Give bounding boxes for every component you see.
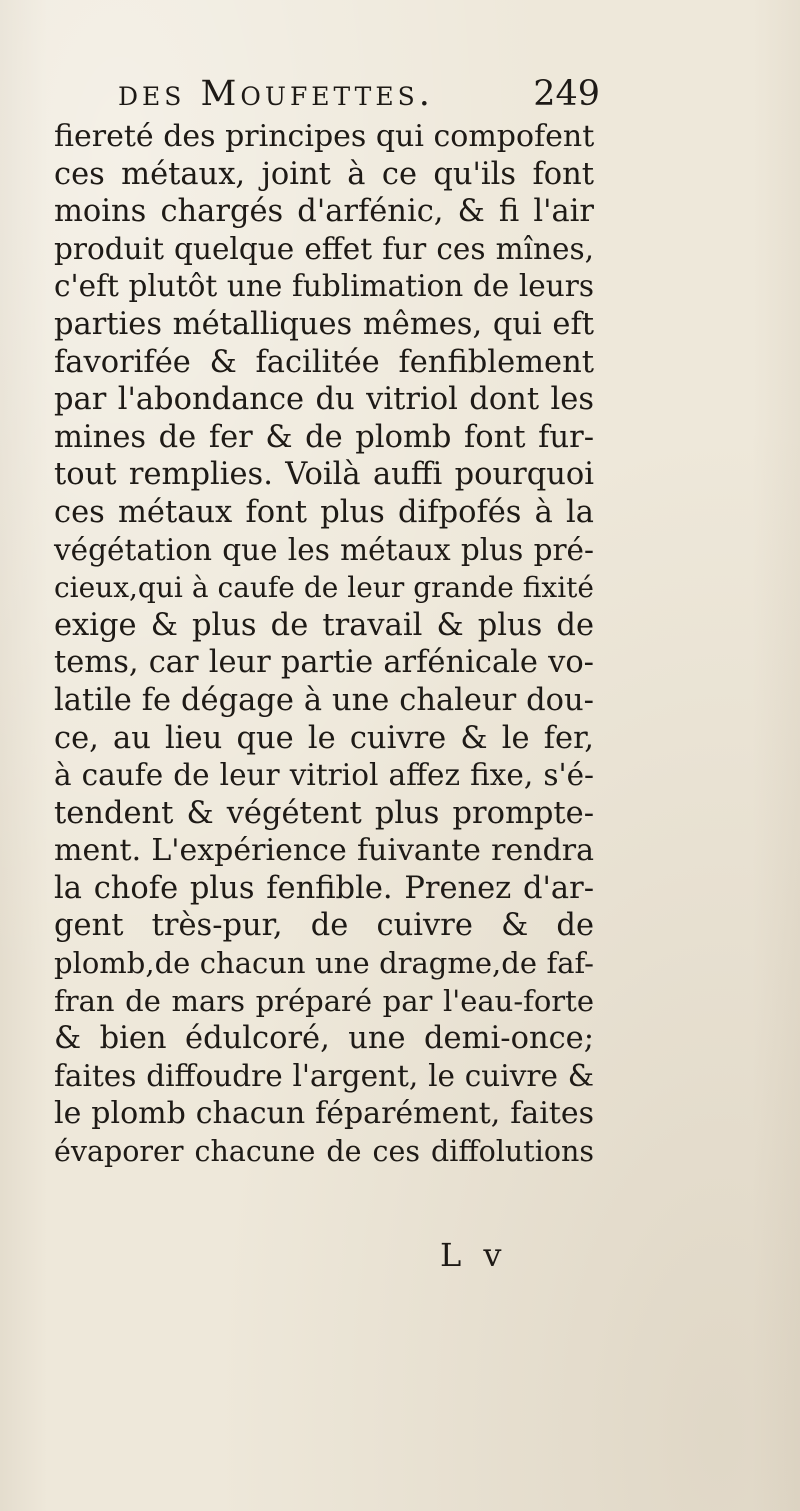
text-line: plomb,de chacun une dragme,de faf- bbox=[54, 946, 594, 981]
text-line: ment. L'expérience fuivante rendra bbox=[54, 833, 594, 869]
text-line: moins chargés d'arfénic, & fi l'air bbox=[54, 194, 594, 230]
text-line: gent très-pur, de cuivre & de bbox=[54, 908, 594, 944]
running-head bbox=[118, 74, 598, 118]
text-line: ces métaux font plus difpofés à la bbox=[54, 494, 594, 530]
text-line: latile fe dégage à une chaleur dou- bbox=[54, 682, 594, 718]
text-line: parties métalliques mêmes, qui eft bbox=[54, 306, 594, 342]
text-line: faites diffoudre l'argent, le cuivre & bbox=[54, 1058, 594, 1093]
text-line: évaporer chacune de ces diffolutions bbox=[54, 1135, 594, 1169]
text-line: favorifée & facilitée fenfiblement bbox=[54, 344, 594, 380]
body-text bbox=[54, 118, 594, 1171]
text-line: ce, au lieu que le cuivre & le fer, bbox=[54, 720, 594, 756]
text-line: ces métaux, joint à ce qu'ils font bbox=[54, 156, 594, 192]
text-line: & bien édulcoré, une demi-once; bbox=[54, 1021, 594, 1057]
text-line: produit quelque effet fur ces mînes, bbox=[54, 231, 594, 266]
text-line: tout remplies. Voilà auffi pourquoi bbox=[54, 457, 594, 493]
text-line: à caufe de leur vitriol affez fixe, s'é- bbox=[54, 758, 594, 793]
text-line: par l'abondance du vitriol dont les bbox=[54, 382, 594, 418]
text-line: la chofe plus fenfible. Prenez d'ar- bbox=[54, 870, 594, 906]
text-line: cieux,qui à caufe de leur grande fixité bbox=[54, 571, 594, 605]
running-title: des Moufettes. bbox=[118, 74, 434, 114]
text-line: tendent & végétent plus prompte- bbox=[54, 795, 594, 831]
text-line: mines de fer & de plomb font fur- bbox=[54, 419, 594, 455]
text-line: végétation que les métaux plus pré- bbox=[54, 532, 594, 567]
text-line: fiereté des principes qui compofent bbox=[54, 119, 595, 154]
text-line: exige & plus de travail & plus de bbox=[54, 607, 594, 643]
text-line: le plomb chacun féparément, faites bbox=[54, 1096, 594, 1132]
text-line: tems, car leur partie arfénicale vo- bbox=[54, 645, 594, 681]
signature-mark: L v bbox=[440, 1236, 508, 1274]
text-line: fran de mars préparé par l'eau-forte bbox=[54, 983, 594, 1018]
page-number: 249 bbox=[533, 74, 600, 114]
text-line: c'eft plutôt une fublimation de leurs bbox=[54, 269, 594, 304]
